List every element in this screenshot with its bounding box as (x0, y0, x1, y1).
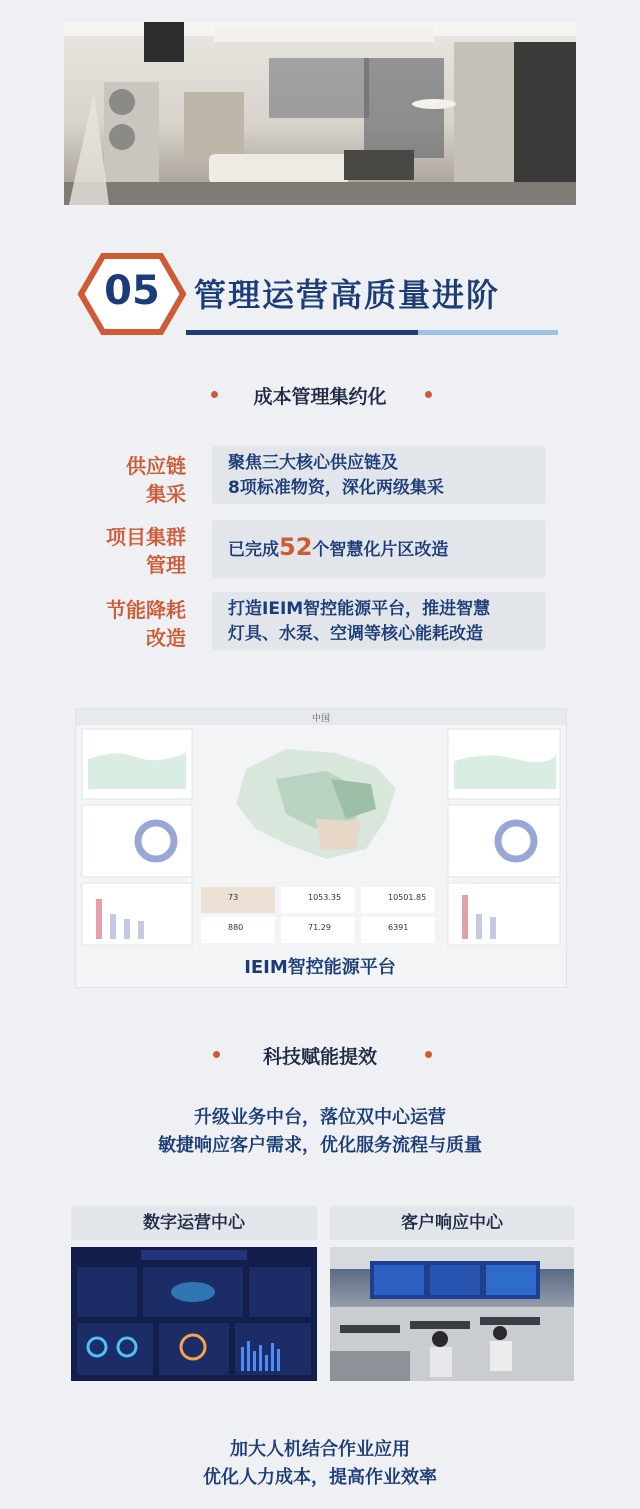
dashboard-caption: IEIM智控能源平台 (244, 957, 396, 978)
digital-ops-caption: 数字运营中心 (71, 1206, 317, 1240)
item-box-project-cluster: 已完成52个智慧化片区改造 (212, 520, 546, 578)
title-underline-dark (186, 330, 418, 335)
highlight-number: 52 (279, 533, 313, 561)
item-box-supply-chain: 聚焦三大核心供应链及 8项标准物资，深化两级集采 (212, 446, 546, 504)
energy-platform-dashboard (75, 708, 567, 988)
title-underline-light (418, 330, 558, 335)
dashboard-map-title: 中国 (311, 714, 330, 724)
stat-value: 71.29 (308, 923, 331, 932)
section-number-badge (77, 252, 187, 336)
tech-heading: 科技赋能提效 (262, 1046, 377, 1068)
tech-description: 升级业务中台，落位双中心运营 敏捷响应客户需求，优化服务流程与质量 (158, 1107, 482, 1156)
heading-dot-right (425, 391, 432, 398)
customer-center-image (330, 1247, 574, 1381)
stat-value: 880 (228, 923, 244, 932)
section-title: 管理运营高质量进阶 (194, 276, 501, 314)
stat-value: 73 (228, 893, 239, 902)
hero-interior-image (64, 22, 576, 205)
item-label-supply-chain: 供应链 集采 (126, 454, 186, 506)
cost-heading: 成本管理集约化 (253, 386, 387, 408)
stat-value: 1053.35 (308, 893, 342, 902)
heading-dot-left (213, 1051, 220, 1058)
heading-dot-left (211, 391, 218, 398)
stat-value: 6391 (388, 923, 409, 932)
heading-dot-right (425, 1051, 432, 1058)
customer-center-caption: 客户响应中心 (330, 1206, 574, 1240)
bottom-description: 加大人机结合作业应用 优化人力成本，提高作业效率 (203, 1439, 437, 1488)
item-box-energy-saving: 打造IEIM智控能源平台，推进智慧 灯具、水泵、空调等核心能耗改造 (212, 592, 546, 650)
digital-ops-image (71, 1247, 317, 1381)
stat-value: 10501.85 (388, 893, 427, 902)
section-number: 05 (104, 268, 160, 314)
item-label-project-cluster: 项目集群 管理 (106, 525, 186, 577)
item-label-energy-saving: 节能降耗 改造 (106, 598, 186, 650)
